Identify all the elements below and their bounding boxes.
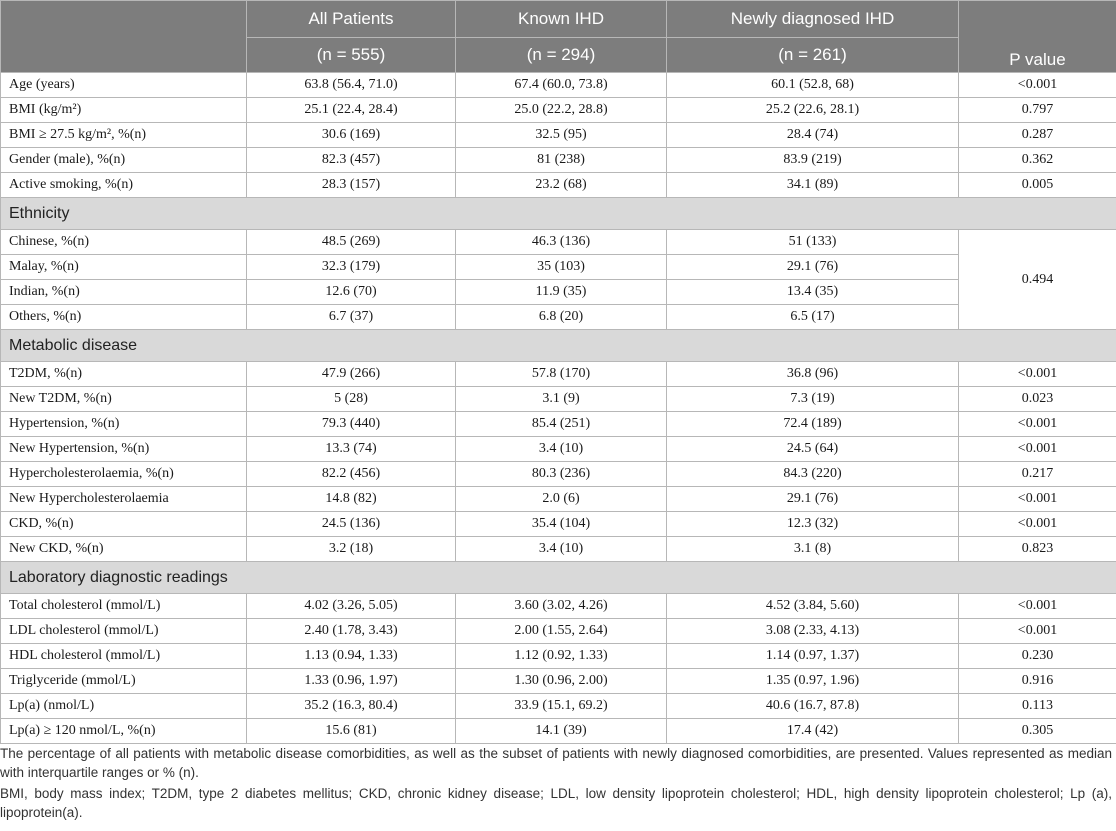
footnote-2: BMI, body mass index; T2DM, type 2 diabetes mellitus; CKD, chronic kidney disease; LDL, low density lipoprotein cholesterol; HDL, high density lipoprotein cholesterol; Lp (a), lipoprotein(a). <box>0 786 1112 820</box>
table-row <box>1 387 1116 412</box>
cell-new: 40.6 (16.7, 87.8) <box>667 694 959 719</box>
cell-known: 2.00 (1.55, 2.64) <box>456 619 667 644</box>
cell-p: <0.001 <box>959 487 1116 512</box>
cell-all: 63.8 (56.4, 71.0) <box>247 73 456 98</box>
cell-new: 12.3 (32) <box>667 512 959 537</box>
cell-new: 3.1 (8) <box>667 537 959 562</box>
cell-known: 57.8 (170) <box>456 362 667 387</box>
header-new-ihd: Newly diagnosed IHD <box>667 1 959 38</box>
cell-new: 34.1 (89) <box>667 173 959 198</box>
cell-known: 85.4 (251) <box>456 412 667 437</box>
table-row <box>1 73 1116 98</box>
cell-new: 6.5 (17) <box>667 305 959 330</box>
cell-all: 47.9 (266) <box>247 362 456 387</box>
header-known-ihd: Known IHD <box>456 1 667 38</box>
table-row <box>1 694 1116 719</box>
cell-known: 1.30 (0.96, 2.00) <box>456 669 667 694</box>
table-row <box>1 619 1116 644</box>
row-label: T2DM, %(n) <box>1 362 247 387</box>
cell-p: 0.305 <box>959 719 1116 744</box>
cell-new: 7.3 (19) <box>667 387 959 412</box>
row-label: New T2DM, %(n) <box>1 387 247 412</box>
cell-p: 0.217 <box>959 462 1116 487</box>
cell-p: <0.001 <box>959 362 1116 387</box>
cell-new: 17.4 (42) <box>667 719 959 744</box>
table-row <box>1 669 1116 694</box>
section-row <box>1 562 1116 594</box>
row-label: Triglyceride (mmol/L) <box>1 669 247 694</box>
table-row <box>1 280 1116 305</box>
row-label: Active smoking, %(n) <box>1 173 247 198</box>
cell-p: <0.001 <box>959 412 1116 437</box>
row-label: New Hypertension, %(n) <box>1 437 247 462</box>
row-label: Gender (male), %(n) <box>1 148 247 173</box>
cell-p: <0.001 <box>959 594 1116 619</box>
row-label: HDL cholesterol (mmol/L) <box>1 644 247 669</box>
cell-all: 79.3 (440) <box>247 412 456 437</box>
cell-new: 60.1 (52.8, 68) <box>667 73 959 98</box>
header-p-value: P value <box>959 1 1116 73</box>
cell-known: 3.60 (3.02, 4.26) <box>456 594 667 619</box>
section-title-metabolic: Metabolic disease <box>1 330 1116 362</box>
row-label: Hypercholesterolaemia, %(n) <box>1 462 247 487</box>
row-label: Indian, %(n) <box>1 280 247 305</box>
footnote-1: The percentage of all patients with metabolic disease comorbidities, as well as the subset of patients with newly diagnosed comorbidities, are presented. Values represented as median with interquartile ranges or % (n). <box>0 746 1112 780</box>
row-label: Hypertension, %(n) <box>1 412 247 437</box>
row-label: CKD, %(n) <box>1 512 247 537</box>
row-label: New Hypercholesterolaemia <box>1 487 247 512</box>
cell-all: 35.2 (16.3, 80.4) <box>247 694 456 719</box>
table-row <box>1 512 1116 537</box>
cell-p-ethnicity: 0.494 <box>959 230 1116 330</box>
row-label: LDL cholesterol (mmol/L) <box>1 619 247 644</box>
cell-new: 84.3 (220) <box>667 462 959 487</box>
cell-new: 28.4 (74) <box>667 123 959 148</box>
cell-known: 1.12 (0.92, 1.33) <box>456 644 667 669</box>
cell-known: 32.5 (95) <box>456 123 667 148</box>
table-row <box>1 362 1116 387</box>
cell-known: 33.9 (15.1, 69.2) <box>456 694 667 719</box>
cell-all: 15.6 (81) <box>247 719 456 744</box>
cell-known: 80.3 (236) <box>456 462 667 487</box>
header-all-patients: All Patients <box>247 1 456 38</box>
section-row <box>1 198 1116 230</box>
cell-known: 11.9 (35) <box>456 280 667 305</box>
cell-known: 3.4 (10) <box>456 537 667 562</box>
cell-all: 5 (28) <box>247 387 456 412</box>
header-n-all: (n = 555) <box>247 38 456 73</box>
cell-new: 1.35 (0.97, 1.96) <box>667 669 959 694</box>
cell-new: 83.9 (219) <box>667 148 959 173</box>
table-row <box>1 305 1116 330</box>
cell-new: 3.08 (2.33, 4.13) <box>667 619 959 644</box>
table-row <box>1 123 1116 148</box>
cell-known: 3.4 (10) <box>456 437 667 462</box>
cell-known: 2.0 (6) <box>456 487 667 512</box>
table-row <box>1 487 1116 512</box>
cell-all: 25.1 (22.4, 28.4) <box>247 98 456 123</box>
cell-p: 0.023 <box>959 387 1116 412</box>
table-row <box>1 173 1116 198</box>
cell-new: 25.2 (22.6, 28.1) <box>667 98 959 123</box>
table-row <box>1 230 1116 255</box>
table-row <box>1 255 1116 280</box>
cell-p: 0.916 <box>959 669 1116 694</box>
cell-all: 82.3 (457) <box>247 148 456 173</box>
header-blank-cell <box>1 1 247 73</box>
row-label: Lp(a) (nmol/L) <box>1 694 247 719</box>
cell-all: 82.2 (456) <box>247 462 456 487</box>
cell-known: 81 (238) <box>456 148 667 173</box>
cell-p: 0.230 <box>959 644 1116 669</box>
cell-known: 6.8 (20) <box>456 305 667 330</box>
cell-known: 23.2 (68) <box>456 173 667 198</box>
cell-all: 12.6 (70) <box>247 280 456 305</box>
cell-all: 2.40 (1.78, 3.43) <box>247 619 456 644</box>
cell-known: 46.3 (136) <box>456 230 667 255</box>
cell-all: 30.6 (169) <box>247 123 456 148</box>
cell-all: 14.8 (82) <box>247 487 456 512</box>
cell-known: 35.4 (104) <box>456 512 667 537</box>
cell-new: 72.4 (189) <box>667 412 959 437</box>
cell-p: 0.823 <box>959 537 1116 562</box>
cell-all: 1.33 (0.96, 1.97) <box>247 669 456 694</box>
cell-p: 0.113 <box>959 694 1116 719</box>
row-label: BMI ≥ 27.5 kg/m², %(n) <box>1 123 247 148</box>
table-footnotes <box>0 744 1112 824</box>
cell-p: 0.797 <box>959 98 1116 123</box>
table-row <box>1 437 1116 462</box>
cell-p: <0.001 <box>959 619 1116 644</box>
row-label: Chinese, %(n) <box>1 230 247 255</box>
table-body <box>1 73 1116 744</box>
row-label: Others, %(n) <box>1 305 247 330</box>
cell-all: 48.5 (269) <box>247 230 456 255</box>
cell-new: 1.14 (0.97, 1.37) <box>667 644 959 669</box>
cell-new: 4.52 (3.84, 5.60) <box>667 594 959 619</box>
row-label: Total cholesterol (mmol/L) <box>1 594 247 619</box>
cell-p: 0.362 <box>959 148 1116 173</box>
cell-all: 1.13 (0.94, 1.33) <box>247 644 456 669</box>
cell-all: 3.2 (18) <box>247 537 456 562</box>
table-row <box>1 537 1116 562</box>
section-title-ethnicity: Ethnicity <box>1 198 1116 230</box>
section-row <box>1 330 1116 362</box>
row-label: Age (years) <box>1 73 247 98</box>
row-label: New CKD, %(n) <box>1 537 247 562</box>
header-n-known: (n = 294) <box>456 38 667 73</box>
header-n-new: (n = 261) <box>667 38 959 73</box>
cell-all: 4.02 (3.26, 5.05) <box>247 594 456 619</box>
cell-all: 32.3 (179) <box>247 255 456 280</box>
cell-new: 29.1 (76) <box>667 255 959 280</box>
cell-known: 67.4 (60.0, 73.8) <box>456 73 667 98</box>
table-row <box>1 412 1116 437</box>
table-row <box>1 98 1116 123</box>
cell-new: 36.8 (96) <box>667 362 959 387</box>
cell-known: 14.1 (39) <box>456 719 667 744</box>
cell-all: 24.5 (136) <box>247 512 456 537</box>
cell-p: <0.001 <box>959 73 1116 98</box>
cell-all: 6.7 (37) <box>247 305 456 330</box>
table-row <box>1 148 1116 173</box>
cell-known: 35 (103) <box>456 255 667 280</box>
row-label: Lp(a) ≥ 120 nmol/L, %(n) <box>1 719 247 744</box>
table-header <box>1 1 1116 73</box>
cell-known: 25.0 (22.2, 28.8) <box>456 98 667 123</box>
cell-new: 51 (133) <box>667 230 959 255</box>
cell-new: 13.4 (35) <box>667 280 959 305</box>
table-row <box>1 462 1116 487</box>
cell-p: <0.001 <box>959 437 1116 462</box>
cell-p: 0.287 <box>959 123 1116 148</box>
cell-all: 28.3 (157) <box>247 173 456 198</box>
cell-new: 24.5 (64) <box>667 437 959 462</box>
section-title-laboratory: Laboratory diagnostic readings <box>1 562 1116 594</box>
cell-p: <0.001 <box>959 512 1116 537</box>
row-label: BMI (kg/m²) <box>1 98 247 123</box>
table-row <box>1 719 1116 744</box>
table-row <box>1 644 1116 669</box>
table-row <box>1 594 1116 619</box>
row-label: Malay, %(n) <box>1 255 247 280</box>
cell-known: 3.1 (9) <box>456 387 667 412</box>
cell-new: 29.1 (76) <box>667 487 959 512</box>
cell-all: 13.3 (74) <box>247 437 456 462</box>
cell-p: 0.005 <box>959 173 1116 198</box>
